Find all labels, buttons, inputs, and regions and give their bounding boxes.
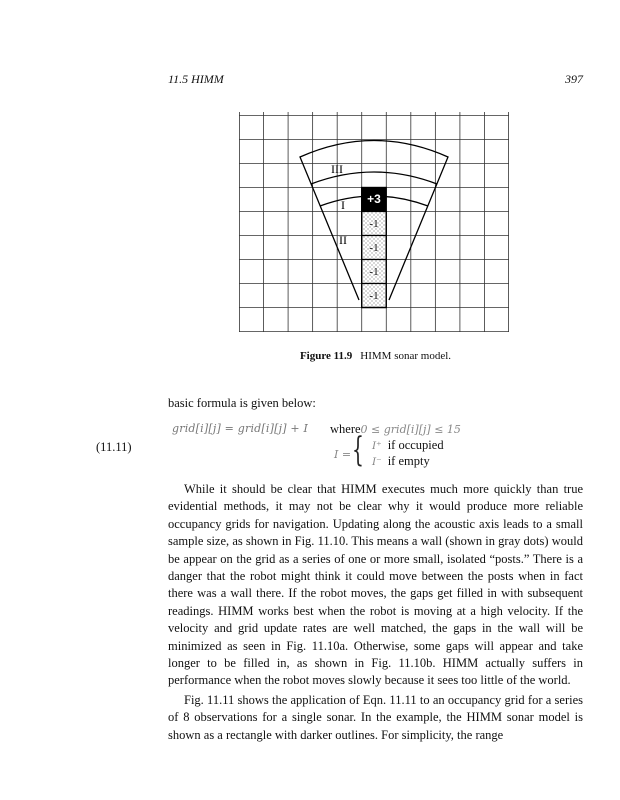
cell-value-empty: -1 bbox=[369, 218, 379, 230]
section-title: 11.5 HIMM bbox=[168, 72, 224, 86]
equation-formula: grid[i][j] = grid[i][j] + I bbox=[172, 422, 309, 435]
where-keyword: where bbox=[330, 422, 361, 436]
case-text: if empty bbox=[387, 454, 430, 468]
case-symbol: I⁻ bbox=[372, 456, 382, 468]
page-number: 397 bbox=[565, 72, 583, 86]
equation-condition: 0 ≤ grid[i][j] ≤ 15 bbox=[360, 423, 461, 436]
cell-value-empty: -1 bbox=[369, 242, 379, 254]
equation-case-empty bbox=[372, 454, 430, 469]
paragraph: Fig. 11.11 shows the application of Eqn. 11.11 to an occupancy grid for a series of 8 observations for a single sonar. In the example, the HIMM sonar model is shown as a rectangle with darker outlines. For simplicity, the range bbox=[168, 692, 583, 742]
paragraph: While it should be clear that HIMM executes much more quickly than true evidential methods, it may not be clear why it would produce more reliable occupancy grids for navigation. Updating along the acoustic axis leads to a small sample size, as shown in Fig. 11.10. This means a wall (shown in gray dots) would be appear on the grid as a series of one or more small, isolated “posts.” There is a danger that the robot might think it could move between the posts when in fact there was a wall there. If the robot moves, the gaps get filled in with subsequent readings. HIMM works best when the robot is moving at a high velocity. If the velocity and grid update rates are well matched, the gaps in the wall will be minimized as seen in Fig. 11.10a. Otherwise, some gaps will appear and take longer to be filled in, as shown in Fig. 11.10b. HIMM actually suffers in performance when the robot moves slowly because it sees too little of the world. bbox=[168, 482, 583, 688]
himm-sonar-model-figure bbox=[239, 112, 509, 332]
running-header bbox=[168, 72, 583, 88]
equation-where bbox=[330, 422, 461, 437]
cell-value-empty: -1 bbox=[369, 266, 379, 278]
cell-value-occupied: +3 bbox=[367, 192, 381, 206]
case-symbol: I⁺ bbox=[372, 440, 382, 452]
figure-caption bbox=[168, 350, 583, 362]
equation-number: (11.11) bbox=[96, 440, 132, 454]
intro-sentence: basic formula is given below: bbox=[168, 396, 316, 410]
equation-increment-symbol: I = bbox=[334, 448, 352, 461]
equation-brace: { bbox=[352, 430, 364, 470]
region-label-III: III bbox=[331, 162, 343, 176]
region-label-I: I bbox=[341, 198, 345, 212]
equation-case-occupied bbox=[372, 438, 444, 453]
cell-value-empty: -1 bbox=[369, 290, 379, 302]
case-text: if occupied bbox=[387, 438, 444, 452]
caption-text: HIMM sonar model. bbox=[360, 350, 452, 362]
region-arc-1 bbox=[311, 172, 437, 184]
caption-label: Figure 11.9 bbox=[299, 350, 353, 362]
body-text bbox=[168, 481, 583, 744]
region-label-II: II bbox=[339, 233, 347, 247]
